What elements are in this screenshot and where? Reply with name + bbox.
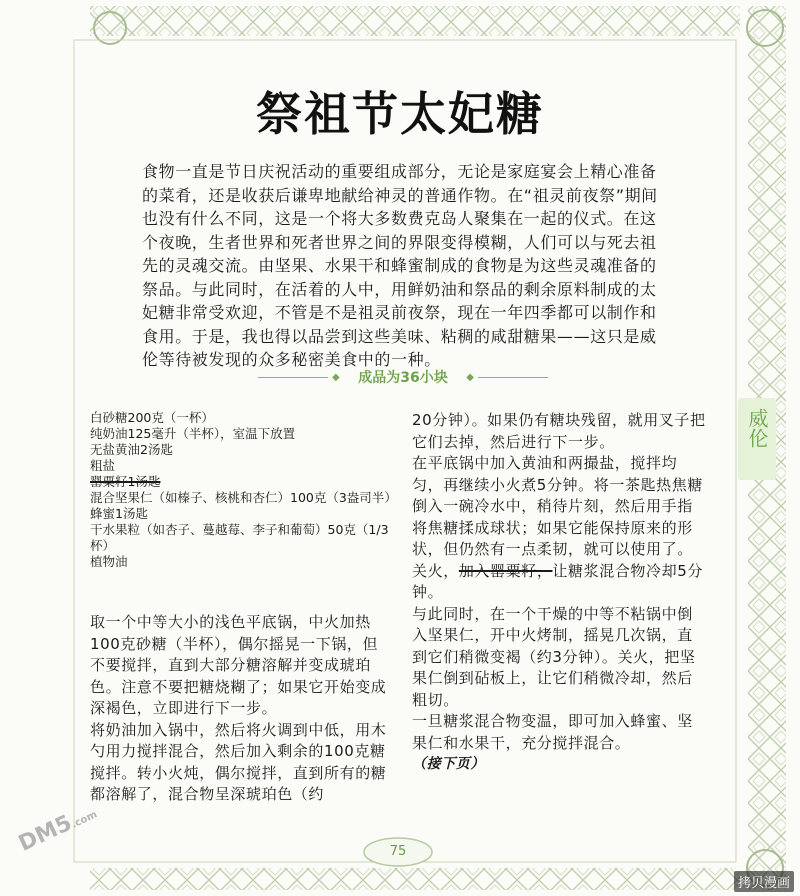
ingredient-item: 无盐黄油2汤匙	[90, 442, 173, 457]
method-step-text: 在平底锅中加入黄油和两撮盐，搅拌均匀，再继续小火煮5分钟。将一茶匙热焦糖倒入一碗冷水中，稍待片刻，然后用手指将焦糖揉成球状；如果它能保持原来的形状，但仍然有一点柔韧，就可以使用了。关火，	[412, 454, 703, 580]
page-title: 祭祖节太妃糖	[256, 87, 544, 141]
ingredient-item: 干水果粒（如杏子、蔓越莓、李子和葡萄）50克（1/3杯）	[90, 522, 389, 553]
yield-label: 成品为36小块	[358, 370, 448, 386]
ingredient-item: 蜂蜜1汤匙	[90, 506, 148, 521]
ingredients-list	[90, 410, 395, 570]
ingredient-item-struck: 罂粟籽1汤匙	[90, 474, 161, 489]
method-step: 将奶油加入锅中，然后将火调到中低，用木勺用力搅拌混合，然后加入剩余的100克糖搅拌。转小火炖，偶尔搅拌，直到所有的糖都溶解了，混合物呈深琥珀色（约	[90, 720, 387, 803]
method-step	[412, 453, 707, 604]
ingredient-item: 纯奶油125毫升（半杯），室温下放置	[90, 426, 296, 441]
watermark-left-text: DM5	[14, 810, 76, 857]
method-step: 与此同时，在一个干燥的中等不粘锅中倒入坚果仁，开中火烤制，摇晃几次锅，直到它们稍微变褐（约3分钟）。关火，把坚果仁倒到砧板上，让它们稍微冷却，然后粗切。	[412, 604, 696, 709]
ingredient-item: 植物油	[90, 554, 128, 569]
divider-line-right	[478, 377, 548, 378]
method-step: 20分钟）。如果仍有糖块残留，就用叉子把它们去掉，然后进行下一步。	[412, 411, 706, 451]
method-left-column	[90, 612, 390, 806]
watermark-left-small: .com	[69, 809, 100, 831]
ingredient-item: 混合坚果仁（如榛子、核桃和杏仁）100克（3盎司半）	[90, 490, 397, 505]
continued-note: （接下页）	[412, 756, 485, 772]
intro-paragraph: 食物一直是节日庆祝活动的重要组成部分，无论是家庭宴会上精心准备的菜肴，还是收获后谦卑地献给神灵的普通作物。在“祖灵前夜祭”期间也没有什么不同，这是一个将大多数费克岛人聚集在一起的仪式。在这个夜晚，生者世界和死者世界之间的界限变得模糊，人们可以与死去祖先的灵魂交流。由坚果、水果干和蜂蜜制成的食物是为这些灵魂准备的祭品。与此同时，在活着的人中，用鲜奶油和祭品的剩余原料制成的太妃糖非常受欢迎，不管是不是祖灵前夜祭，现在一年四季都可以制作和食用。于是，我也得以品尝到这些美味、粘稠的咸甜糖果——这只是威伦等待被发现的众多秘密美食中的一种。	[142, 162, 658, 369]
divider-ornament-left-icon: ◆	[332, 372, 340, 383]
struck-text: 加入罂粟籽，	[458, 561, 553, 580]
side-tab-label: 威伦	[745, 408, 769, 448]
watermark-right: 拷贝漫画	[734, 871, 794, 892]
method-step-text: 让糖浆混合物冷却5分钟。	[412, 561, 703, 601]
yield-divider	[258, 368, 548, 388]
method-step: 一旦糖浆混合物变温，即可加入蜂蜜、坚果仁和水果干，充分搅拌混合。	[412, 712, 693, 752]
page-number: 75	[389, 844, 407, 859]
divider-ornament-right-icon: ◆	[466, 372, 474, 383]
method-step: 取一个中等大小的浅色平底锅，中火加热100克砂糖（半杯），偶尔摇晃一下锅，但不要搅拌，直到大部分糖溶解并变成琥珀色。注意不要把糖烧糊了；如果它开始变成深褐色，立即进行下一步。	[90, 613, 387, 717]
ingredient-item: 白砂糖200克（一杯）	[90, 410, 214, 425]
method-right-column	[412, 410, 707, 776]
ingredient-item: 粗盐	[90, 458, 116, 473]
